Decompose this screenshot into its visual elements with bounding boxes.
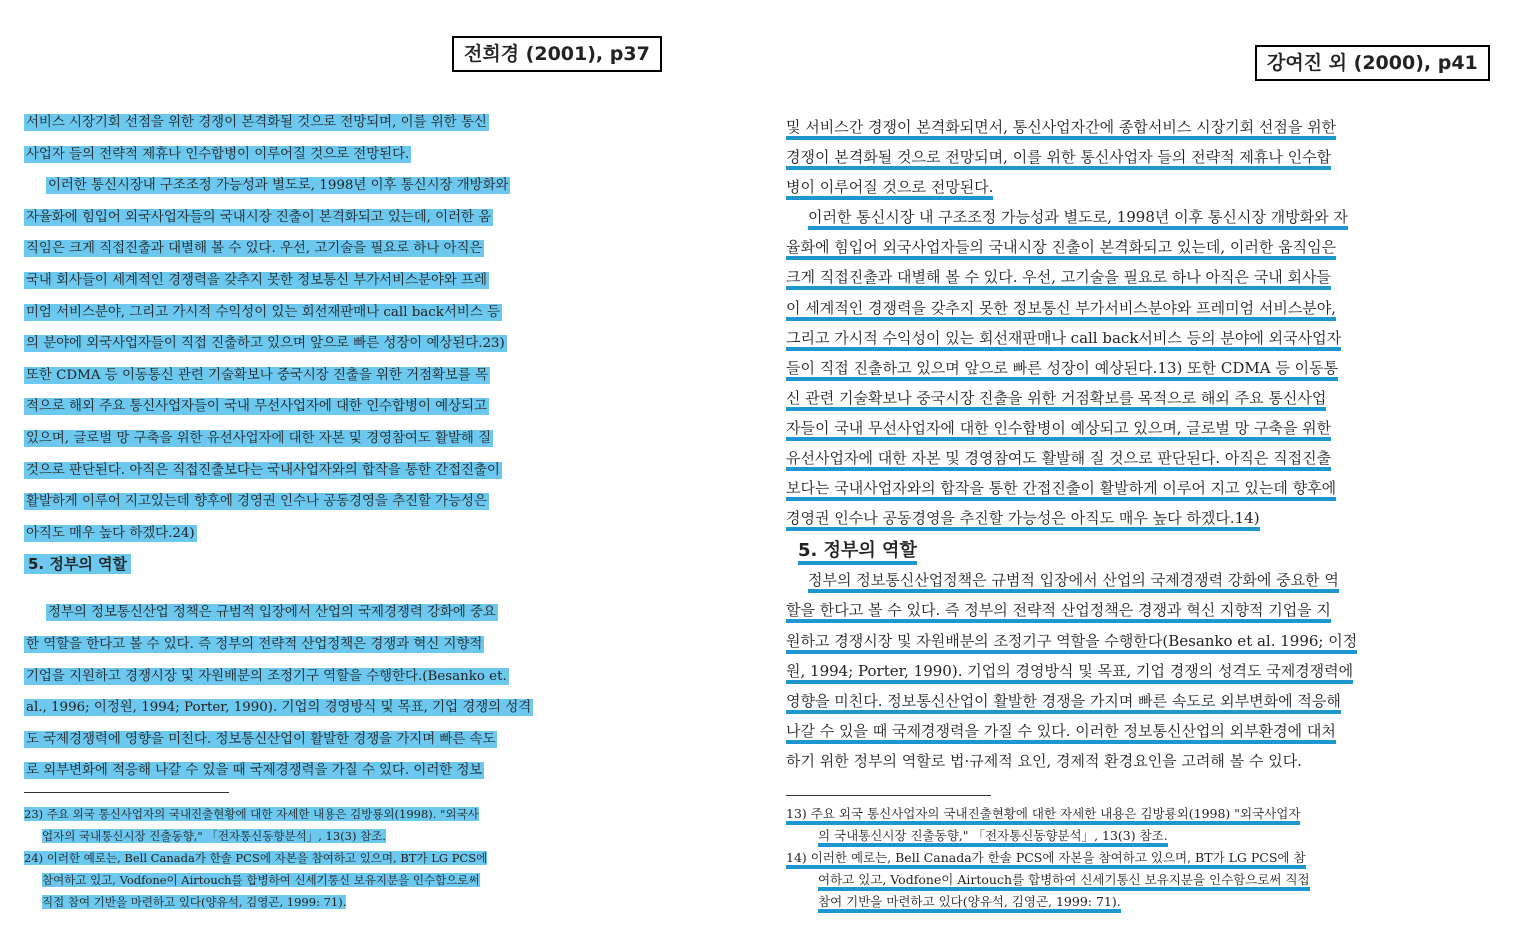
text-line: 도 국제경쟁력에 영향을 미친다. 정보통신산업이 활발한 경쟁을 가지며 빠른 속도 (26, 731, 496, 747)
footnote-line: 업자의 국내통신시장 진출동향," 「전자통신동향분석」, 13(3) 참조. (42, 829, 386, 843)
text-line: 이러한 통신시장내 구조조정 가능성과 별도로, 1998년 이후 통신시장 개방화와 (48, 178, 509, 194)
text-line: 자율화에 힘입어 외국사업자들의 국내시장 진출이 본격화되고 있는데, 이러한 움 (26, 209, 492, 225)
text-line: 직임은 크게 직접진출과 대별해 볼 수 있다. 우선, 고기술을 필요로 하나 아직은 (26, 241, 483, 257)
footnote-line: 의 국내통신시장 진출동향," 「전자통신동향분석」, 13(3) 참조. (786, 826, 1478, 848)
text-line: 나갈 수 있을 때 국제경쟁력을 가질 수 있다. 이러한 정보통신산업의 외부환경에 대처 (786, 719, 1478, 749)
text-line: 아직도 매우 높다 하겠다.24) (26, 525, 195, 541)
text-line: 로 외부변화에 적응해 나갈 수 있을 때 국제경쟁력을 가질 수 있다. 이러한 정보 (26, 763, 483, 779)
footnote-line: 참여 기반을 마련하고 있다(양유석, 김영곤, 1999: 71). (786, 892, 1478, 914)
source-label-left: 전희경 (2001), p37 (452, 36, 662, 72)
text-line: 이 세계적인 경쟁력을 갖추지 못한 정보통신 부가서비스분야와 프레미엄 서비스분야, (786, 296, 1478, 326)
text-line: 영향을 미친다. 정보통신산업이 활발한 경쟁을 가지며 빠른 속도로 외부변화에 적응해 (786, 689, 1478, 719)
text-line: al., 1996; 이정원, 1994; Porter, 1990). 기업의 경영방식 및 목표, 기업 경쟁의 성격 (26, 700, 532, 716)
text-line: 경영권 인수나 공동경영을 추진할 가능성은 아직도 매우 높다 하겠다.14) (786, 506, 1478, 536)
footnote-line: 여하고 있고, Vodfone이 Airtouch를 합병하여 신세기통신 보유지분을 인수함으로써 직접 (786, 870, 1478, 892)
right-page-body (786, 115, 1478, 779)
text-line: 하기 위한 정부의 역할로 법·규제적 요인, 경제적 환경요인을 고려해 볼 수 있다. (786, 751, 1302, 770)
text-line: 국내 회사들이 세계적인 경쟁력을 갖추지 못한 정보통신 부가서비스분야와 프레 (26, 272, 487, 288)
text-line: 사업자 들의 전략적 제휴나 인수합병이 이루어질 것으로 전망된다. (26, 146, 410, 162)
text-line: 율화에 힘입어 외국사업자들의 국내시장 진출이 본격화되고 있는데, 이러한 움직임은 (786, 235, 1478, 265)
source-label-right: 강여진 외 (2000), p41 (1255, 45, 1490, 81)
text-line: 신 관련 기술확보나 중국시장 진출을 위한 거점확보를 목적으로 해외 주요 통신사업 (786, 386, 1478, 416)
text-line: 또한 CDMA 등 이동통신 관련 기술확보나 중국시장 진출을 위한 거점확보를 목 (26, 367, 489, 383)
footnote-line: 14) 이러한 예로는, Bell Canada가 한솔 PCS에 자본을 참여하고 있으며, BT가 LG PCS에 참 (786, 848, 1478, 870)
footnote-line: 직접 참여 기반을 마련하고 있다(양유석, 김영곤, 1999: 71). (42, 895, 347, 909)
text-line: 정부의 정보통신산업 정책은 규범적 입장에서 산업의 국제경쟁력 강화에 중요 (48, 605, 496, 621)
left-footnotes (24, 792, 636, 913)
text-line: 유선사업자에 대한 자본 및 경영참여도 활발해 질 것으로 판단된다. 아직은 직접진출 (786, 446, 1478, 476)
text-line: 원하고 경쟁시장 및 자원배분의 조정기구 역할을 수행한다(Besanko et al. 1996; 이정 (786, 629, 1478, 659)
footnote-line: 24) 이러한 예로는, Bell Canada가 한솔 PCS에 자본을 참여하고 있으며, BT가 LG PCS에 (24, 851, 488, 865)
left-page-body (24, 107, 636, 787)
footnote-rule (24, 792, 229, 793)
text-line: 것으로 판단된다. 아직은 직접진출보다는 국내사업자와의 합작을 통한 간접진출이 (26, 462, 500, 478)
text-line: 들이 직접 진출하고 있으며 앞으로 빠른 성장이 예상된다.13) 또한 CDMA 등 이동통 (786, 356, 1478, 386)
text-line: 그리고 가시적 수익성이 있는 회선재판매나 call back서비스 등의 분야에 외국사업자 (786, 326, 1478, 356)
footnote-rule (786, 795, 991, 796)
text-line: 이러한 통신시장 내 구조조정 가능성과 별도로, 1998년 이후 통신시장 개방화와 자 (786, 205, 1478, 235)
text-line: 기업을 지원하고 경쟁시장 및 자원배분의 조정기구 역할을 수행한다.(Besanko et. (26, 668, 507, 684)
text-line: 정부의 정보통신산업정책은 규범적 입장에서 산업의 국제경쟁력 강화에 중요한 역 (786, 568, 1478, 598)
footnote-line: 참여하고 있고, Vodfone이 Airtouch를 합병하여 신세기통신 보유지분을 인수함으로써 (42, 873, 480, 887)
text-line: 보다는 국내사업자와의 합작을 통한 간접진출이 활발하게 이루어 지고 있는데 향후에 (786, 476, 1478, 506)
footnote-line: 23) 주요 외국 통신사업자의 국내진출현황에 대한 자세한 내용은 김방룡외(1998). "외국사 (24, 807, 479, 821)
text-line: 원, 1994; Porter, 1990). 기업의 경영방식 및 목표, 기업 경쟁의 성격도 국제경쟁력에 (786, 659, 1478, 689)
text-line: 할을 한다고 볼 수 있다. 즉 정부의 전략적 산업정책은 경쟁과 혁신 지향적 기업을 지 (786, 598, 1478, 628)
section-heading: 5. 정부의 역할 (786, 536, 1478, 568)
text-line: 및 서비스간 경쟁이 본격화되면서, 통신사업자간에 종합서비스 시장기회 선점을 위한 (786, 115, 1478, 145)
text-line: 미엄 서비스분야, 그리고 가시적 수익성이 있는 회선재판매나 call back서비스 등 (26, 304, 500, 320)
section-heading: 5. 정부의 역할 (24, 549, 636, 583)
text-line: 있으며, 글로벌 망 구축을 위한 유선사업자에 대한 자본 및 경영참여도 활발해 질 (26, 430, 492, 446)
footnote-line: 13) 주요 외국 통신사업자의 국내진출현황에 대한 자세한 내용은 김방룡외(1998) "외국사업자 (786, 804, 1478, 826)
text-line: 활발하게 이루어 지고있는데 향후에 경영권 인수나 공동경영을 추진할 가능성은 (26, 494, 487, 510)
right-footnotes (786, 795, 1478, 914)
text-line: 한 역할을 한다고 볼 수 있다. 즉 정부의 전략적 산업정책은 경쟁과 혁신 지향적 (26, 636, 483, 652)
text-line: 크게 직접진출과 대별해 볼 수 있다. 우선, 고기술을 필요로 하나 아직은 국내 회사들 (786, 265, 1478, 295)
text-line: 자들이 국내 무선사업자에 대한 인수합병이 예상되고 있으며, 글로벌 망 구축을 위한 (786, 416, 1478, 446)
text-line: 의 분야에 외국사업자들이 직접 진출하고 있으며 앞으로 빠른 성장이 예상된다.23) (26, 336, 505, 352)
text-line: 병이 이루어질 것으로 전망된다. (786, 175, 1478, 205)
text-line: 서비스 시장기회 선점을 위한 경쟁이 본격화될 것으로 전망되며, 이를 위한 통신 (26, 115, 487, 130)
text-line: 적으로 해외 주요 통신사업자들이 국내 무선사업자에 대한 인수합병이 예상되고 (26, 399, 487, 415)
text-line: 경쟁이 본격화될 것으로 전망되며, 이를 위한 통신사업자 들의 전략적 제휴나 인수합 (786, 145, 1478, 175)
